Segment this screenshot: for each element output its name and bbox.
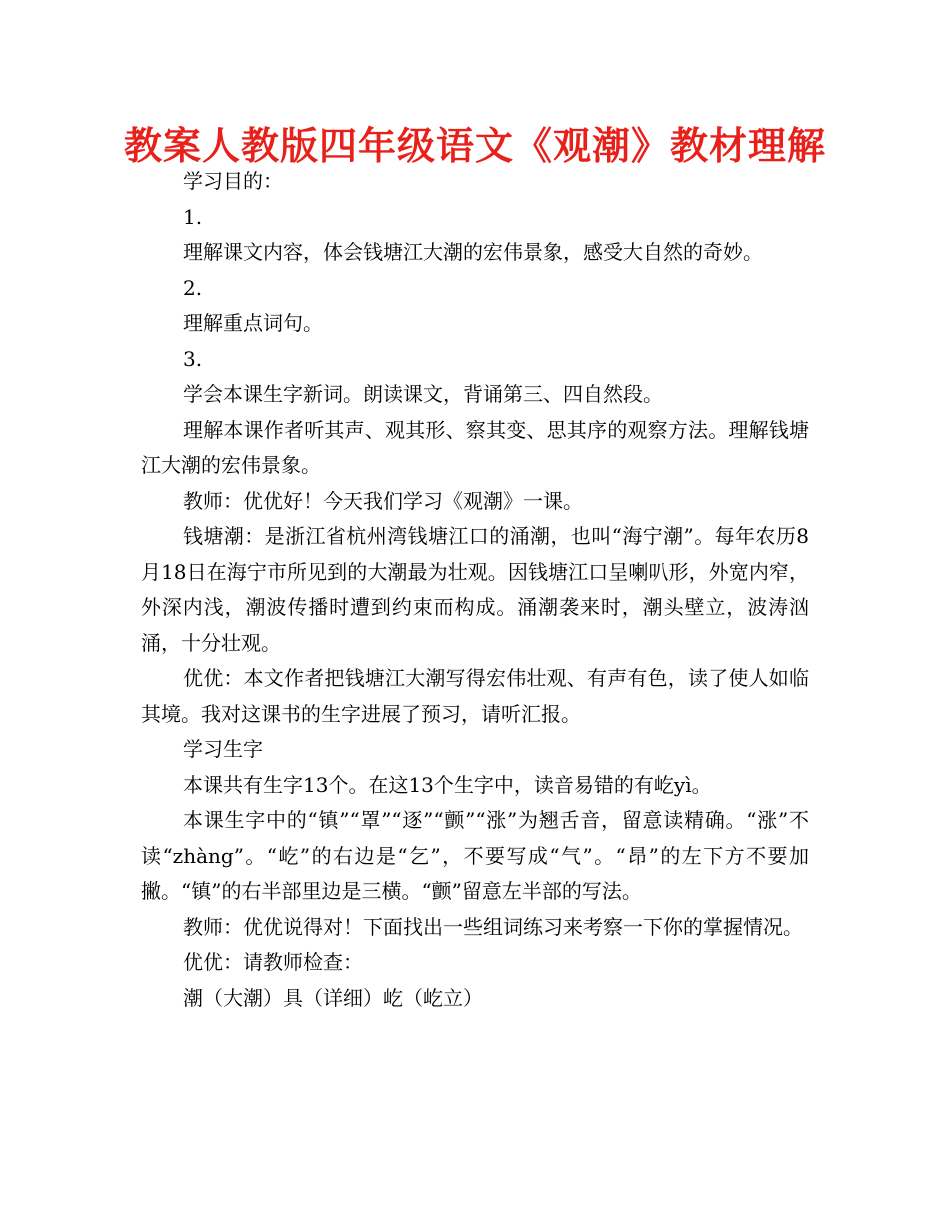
paragraph-learn-characters-heading: 学习生字 <box>183 737 263 761</box>
document-title: 教案人教版四年级语文《观潮》教材理解 <box>123 124 826 168</box>
paragraph-number-3: 3. <box>183 346 203 371</box>
paragraph-objective-3: 学会本课生字新词。朗读课文，背诵第三、四自然段。 <box>183 382 663 406</box>
paragraph-student-check: 优优：请教师检查： <box>183 950 363 974</box>
paragraph-objective-2: 理解重点词句。 <box>183 311 323 335</box>
document-body <box>141 164 809 1016</box>
paragraph-teacher-greeting: 教师：优优好！今天我们学习《观潮》一课。 <box>183 488 583 513</box>
paragraph-number-1: 1. <box>183 204 203 229</box>
paragraph-objective-1: 理解课文内容，体会钱塘江大潮的宏伟景象，感受大自然的奇妙。 <box>183 240 763 264</box>
paragraph-teacher-exercise: 教师：优优说得对！下面找出一些组词练习来考察一下你的掌握情况。 <box>183 914 803 939</box>
paragraph-number-2: 2. <box>183 275 203 300</box>
paragraph-student-report: 优优：本文作者把钱塘江大潮写得宏伟壮观、有声有色，读了使人如临其境。我对这课书的生字进展了预习，请听汇报。 <box>141 666 809 726</box>
paragraph-qiantang-tide: 钱塘潮：是浙江省杭州湾钱塘江口的涌潮，也叫“海宁潮”。每年农历8月18日在海宁市所见到的大潮最为壮观。因钱塘江口呈喇叭形，外宽内窄，外深内浅，潮波传播时遭到约束而构成。涌潮袭来时，潮头壁立，波涛汹涌，十分壮观。 <box>141 524 809 655</box>
paragraph-word-groups: 潮（大潮）具（详细）屹（屹立） <box>183 985 483 1010</box>
paragraph-pronunciation-notes: 本课生字中的“镇”“罩”“逐”“颤”“涨”为翘舌音，留意读精确。“涨”不读“zhàng”。“屹”的右边是“乞”，不要写成“气”。“昂”的左下方不要加撇。“镇”的右半部里边是三横。“颤”留意左半部的写法。 <box>141 808 809 903</box>
paragraph-objectives-heading: 学习目的： <box>183 169 283 193</box>
paragraph-observation-method: 理解本课作者听其声、观其形、察其变、思其序的观察方法。理解钱塘江大潮的宏伟景象。 <box>141 417 809 477</box>
paragraph-character-count: 本课共有生字13个。在这13个生字中，读音易错的有屹yì。 <box>183 772 712 797</box>
